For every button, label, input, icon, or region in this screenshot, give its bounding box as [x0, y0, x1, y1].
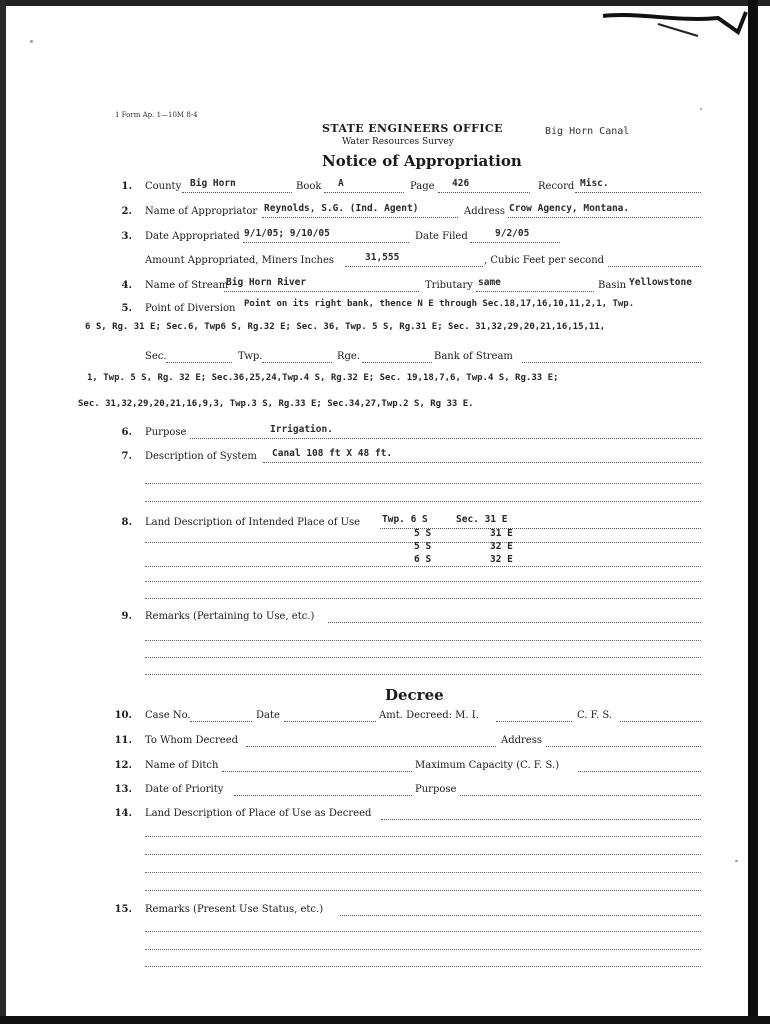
- purpose-label: Purpose: [145, 427, 187, 438]
- appropriator-line: [262, 216, 458, 218]
- present-remarks-line: [340, 914, 701, 916]
- system-label: Description of System: [145, 451, 257, 462]
- land-twp-3: 5 S: [414, 541, 432, 552]
- field-number: 7.: [121, 451, 132, 462]
- decree-heading: Decree: [385, 686, 444, 704]
- system-blank-line: [145, 500, 701, 502]
- page-line: [438, 191, 530, 193]
- survey-subheading: Water Resources Survey: [342, 137, 454, 147]
- present-remarks-blank-line: [145, 948, 701, 950]
- office-heading: STATE ENGINEERS OFFICE: [322, 122, 503, 135]
- bank-of-stream-label: Bank of Stream: [434, 351, 513, 362]
- diversion-line-2: 6 S, Rg. 31 E; Sec.6, Twp6 S, Rg.32 E; Sec. 36, Twp. 5 S, Rg.31 E; Sec. 31,32,29,20,21,16,15,11,: [85, 322, 606, 332]
- field-row-purpose: [0, 424, 770, 443]
- field-number: 5.: [121, 303, 132, 314]
- sec-label: Sec.: [145, 351, 167, 362]
- field-number: 8.: [121, 517, 132, 528]
- address-value: Crow Agency, Montana.: [509, 203, 630, 214]
- priority-label: Date of Priority: [145, 784, 224, 795]
- canal-name-note: Big Horn Canal: [545, 126, 630, 137]
- max-capacity-label: Maximum Capacity (C. F. S.): [415, 760, 560, 771]
- date-appropriated-label: Date Appropriated: [145, 231, 240, 242]
- field-row-priority: [0, 784, 770, 800]
- field-number: 13.: [114, 784, 132, 795]
- ditch-line: [222, 770, 412, 772]
- whom-decreed-line: [246, 745, 496, 747]
- remarks-line: [328, 621, 701, 623]
- field-row-system: [0, 448, 770, 467]
- amt-decreed-line: [496, 720, 572, 722]
- field-row-date-appropriated: [0, 228, 770, 247]
- system-blank-line: [145, 482, 701, 484]
- book-line: [324, 191, 404, 193]
- land-blank-line: [145, 597, 701, 599]
- decree-cfs-label: C. F. S.: [577, 710, 613, 721]
- tributary-label: Tributary: [425, 280, 473, 291]
- remarks-blank-line: [145, 656, 701, 658]
- land-twp-4: 6 S: [414, 554, 432, 565]
- county-value: Big Horn: [190, 178, 236, 189]
- diversion-line-4: Sec. 31,32,29,20,21,16,9,3, Twp.3 S, Rg.33 E; Sec.34,27,Twp.2 S, Rg 33 E.: [78, 399, 474, 409]
- amt-decreed-label: Amt. Decreed: M. I.: [379, 710, 479, 721]
- decree-address-label: Address: [501, 735, 542, 746]
- decreed-land-blank-line: [145, 835, 701, 837]
- decree-purpose-label: Purpose: [415, 784, 457, 795]
- field-row-remarks: [0, 611, 770, 627]
- field-number: 9.: [121, 611, 132, 622]
- land-twp-1: Twp. 6 S: [382, 514, 428, 525]
- decreed-land-line: [381, 818, 701, 820]
- present-remarks-blank-line: [145, 965, 701, 967]
- basin-value: Yellowstone: [629, 277, 692, 288]
- book-value: A: [338, 178, 344, 189]
- basin-label: Basin: [598, 280, 627, 291]
- field-number: 3.: [121, 231, 132, 242]
- rge-line: [362, 361, 432, 363]
- sec-line: [166, 361, 232, 363]
- twp-line: [262, 361, 332, 363]
- land-twp-2: 5 S: [414, 528, 432, 539]
- scan-border-bottom: [0, 1016, 770, 1024]
- page-label: Page: [410, 181, 435, 192]
- rge-label: Rge.: [337, 351, 361, 362]
- remarks-label: Remarks (Pertaining to Use, etc.): [145, 611, 315, 622]
- remarks-blank-line: [145, 639, 701, 641]
- land-sec-4: 32 E: [490, 554, 513, 565]
- decree-date-label: Date: [256, 710, 280, 721]
- page-title: Notice of Appropriation: [322, 152, 522, 170]
- land-blank-line: [145, 580, 701, 582]
- ditch-label: Name of Ditch: [145, 760, 219, 771]
- field-row-whom-decreed: [0, 735, 770, 751]
- scan-border-left: [0, 0, 6, 1024]
- stream-line: [224, 290, 419, 292]
- field-row-appropriator: [0, 203, 770, 222]
- field-row-decreed-land: [0, 808, 770, 824]
- decreed-land-blank-line: [145, 889, 701, 891]
- max-capacity-line: [578, 770, 701, 772]
- date-filed-value: 9/2/05: [495, 228, 530, 239]
- address-label: Address: [464, 206, 505, 217]
- decree-purpose-line: [460, 794, 701, 796]
- appropriator-label: Name of Appropriator: [145, 206, 258, 217]
- record-label: Record: [538, 181, 575, 192]
- field-row-amount: [0, 252, 770, 271]
- address-line: [508, 216, 701, 218]
- decreed-land-label: Land Description of Place of Use as Decreed: [145, 808, 372, 819]
- system-line: [263, 461, 701, 463]
- decree-date-line: [284, 720, 376, 722]
- field-number: 15.: [114, 904, 132, 915]
- book-label: Book: [296, 181, 322, 192]
- date-filed-line: [470, 241, 560, 243]
- whom-decreed-label: To Whom Decreed: [145, 735, 239, 746]
- torn-corner-mark: [598, 8, 748, 42]
- decreed-land-blank-line: [145, 853, 701, 855]
- record-value: Misc.: [580, 178, 609, 189]
- scan-speck: [735, 860, 738, 862]
- cfs-line: [608, 265, 701, 267]
- case-no-line: [190, 720, 252, 722]
- purpose-value: Irrigation.: [270, 424, 333, 435]
- field-row-point-of-diversion: [0, 299, 770, 319]
- land-sec-2: 31 E: [490, 528, 513, 539]
- field-number: 2.: [121, 206, 132, 217]
- scan-speck: [700, 108, 702, 110]
- diversion-line-1: Point on its right bank, thence N E through Sec.18,17,16,10,11,2,1, Twp.: [244, 299, 635, 309]
- land-sec-1: Sec. 31 E: [456, 514, 508, 525]
- twp-label: Twp.: [238, 351, 263, 362]
- amount-label: Amount Appropriated, Miners Inches: [145, 255, 335, 266]
- miners-inches-value: 31,555: [365, 252, 400, 263]
- diversion-line-3: 1, Twp. 5 S, Rg. 32 E; Sec.36,25,24,Twp.4 S, Rg.32 E; Sec. 19,18,7,6, Twp.4 S, Rg.33 E;: [87, 373, 559, 383]
- land-description-label: Land Description of Intended Place of Use: [145, 517, 361, 528]
- decree-cfs-line: [620, 720, 701, 722]
- priority-line: [234, 794, 412, 796]
- tributary-value: same: [478, 277, 501, 288]
- case-no-label: Case No.: [145, 710, 191, 721]
- land-blank-line: [145, 565, 701, 567]
- system-value: Canal 108 ft X 48 ft.: [272, 448, 393, 459]
- form-code: 1 Form Ap. 1—10M 8-4: [115, 111, 198, 119]
- point-of-diversion-label: Point of Diversion: [145, 303, 236, 314]
- date-appropriated-line: [243, 241, 409, 243]
- land-sec-3: 32 E: [490, 541, 513, 552]
- field-row-sec-twp-rge: [0, 351, 770, 367]
- tributary-line: [476, 290, 594, 292]
- field-number: 10.: [114, 710, 132, 721]
- bank-of-stream-line: [522, 361, 701, 363]
- field-number: 1.: [121, 181, 132, 192]
- remarks-blank-line: [145, 673, 701, 675]
- scan-border-right: [748, 0, 758, 1024]
- record-line: [575, 191, 701, 193]
- miners-inches-line: [345, 265, 483, 267]
- stream-label: Name of Stream: [145, 280, 229, 291]
- county-line: [182, 191, 292, 193]
- field-number: 14.: [114, 808, 132, 819]
- field-number: 6.: [121, 427, 132, 438]
- date-filed-label: Date Filed: [415, 231, 468, 242]
- field-row-county: [0, 178, 770, 197]
- decreed-land-blank-line: [145, 871, 701, 873]
- field-row-ditch: [0, 760, 770, 776]
- field-number: 11.: [114, 735, 132, 746]
- stream-value: Big Horn River: [226, 277, 307, 288]
- appropriator-value: Reynolds, S.G. (Ind. Agent): [264, 203, 419, 214]
- field-number: 4.: [121, 280, 132, 291]
- field-row-stream: [0, 277, 770, 296]
- decree-address-line: [546, 745, 701, 747]
- scan-speck: [30, 40, 33, 43]
- page-value: 426: [452, 178, 470, 189]
- present-remarks-blank-line: [145, 930, 701, 932]
- date-appropriated-value: 9/1/05; 9/10/05: [244, 228, 330, 239]
- county-label: County: [145, 181, 182, 192]
- purpose-line: [190, 437, 701, 439]
- scan-border-top: [0, 0, 770, 6]
- field-row-present-remarks: [0, 904, 770, 920]
- cfs-label: , Cubic Feet per second: [484, 255, 605, 266]
- field-row-case: [0, 710, 770, 726]
- present-remarks-label: Remarks (Present Use Status, etc.): [145, 904, 324, 915]
- field-number: 12.: [114, 760, 132, 771]
